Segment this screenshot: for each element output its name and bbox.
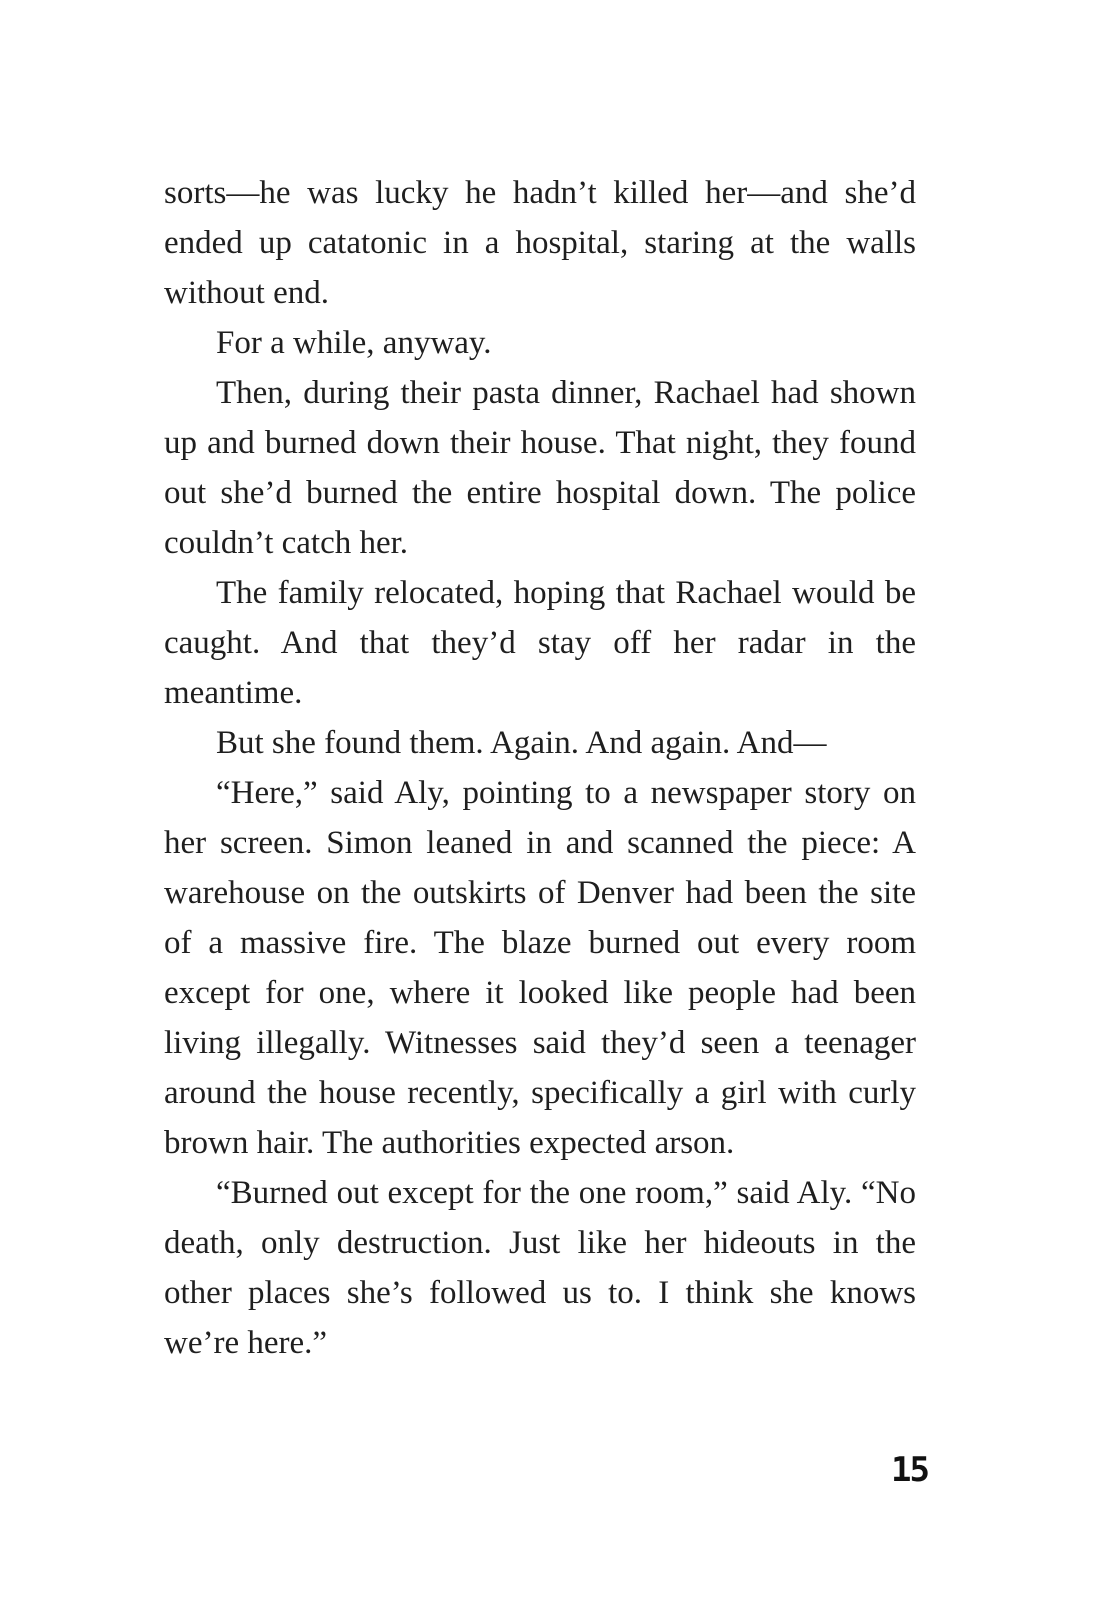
page-number: 15	[891, 1450, 928, 1490]
paragraph-6: “Here,” said Aly, pointing to a newspaper story on her screen. Simon leaned in and scanned the piece: A warehouse on the outskirts of Denver had been the site of a massive fire. The blaze burned out every room except for one, where it looked like people had been living illegally. Witnesses said they’d seen a teenager around the house recently, specifically a girl with curly brown hair. The authorities expected arson.	[164, 775, 916, 1161]
paragraph-4: The family relocated, hoping that Rachael would be caught. And that they’d stay off her radar in the meantime.	[164, 575, 916, 711]
paragraph-2: For a while, anyway.	[216, 325, 492, 361]
paragraph-7: “Burned out except for the one room,” said Aly. “No death, only destruction. Just like her hideouts in the other places she’s followed us to. I think she knows we’re here.”	[164, 1175, 916, 1361]
paragraph-5: But she found them. Again. And again. And—	[216, 725, 827, 761]
paragraph-1: sorts—he was lucky he hadn’t killed her—and she’d ended up catatonic in a hospital, staring at the walls without end.	[164, 175, 916, 311]
paragraph-3: Then, during their pasta dinner, Rachael had shown up and burned down their house. That night, they found out she’d burned the entire hospital down. The police couldn’t catch her.	[164, 375, 916, 561]
body-text	[164, 168, 916, 1368]
